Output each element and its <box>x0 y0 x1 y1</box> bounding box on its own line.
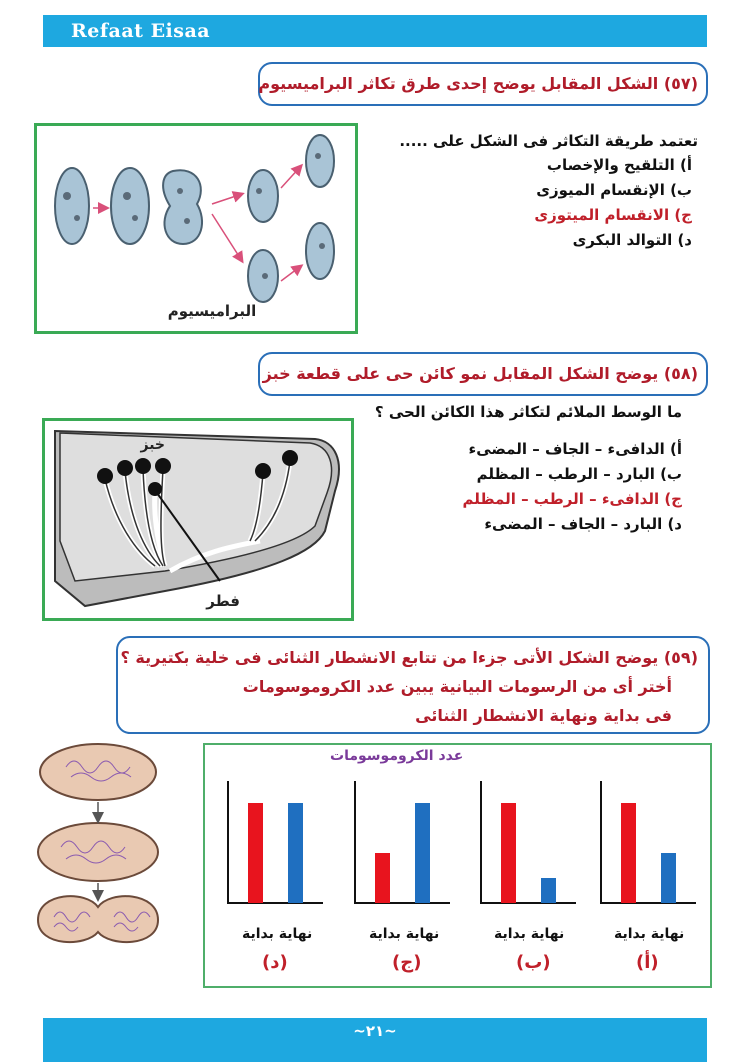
bread-label: خبز <box>140 437 165 453</box>
panel-a-axes <box>601 781 696 903</box>
bread-mold-figure <box>42 418 354 621</box>
panel-b-bar-start <box>501 803 516 903</box>
bread-drawing <box>45 421 351 618</box>
q59-line3: فى بداية ونهاية الانشطار الثنائى <box>415 706 672 725</box>
bacteria-fission-figure <box>26 742 196 947</box>
q57-option-c[interactable]: ج) الانقسام الميتوزى <box>534 206 692 224</box>
panel-a-bar-end <box>661 853 676 903</box>
q59-line2: أختر أى من الرسومات البيانية يبين عدد الكروموسومات <box>242 677 672 696</box>
panel-b-end-label: نهاية <box>530 926 565 942</box>
footer-bar <box>43 1018 707 1062</box>
panel-c-end-label: نهاية <box>405 926 440 942</box>
panel-b-bar-end <box>541 878 556 903</box>
panel-d-bar-start <box>248 803 263 903</box>
paramecium-label: البراميسيوم <box>167 302 257 320</box>
header-bar <box>43 15 707 47</box>
panel-a-labels <box>614 926 684 942</box>
q57-option-b[interactable]: ب) الإنقسام الميوزى <box>536 181 692 199</box>
panel-a-end-label: نهاية <box>650 926 685 942</box>
panel-c-labels <box>369 926 439 942</box>
panel-c-start-label: بداية <box>369 926 401 942</box>
panel-c-bar-start <box>375 853 390 903</box>
fungus-label: فطر <box>206 592 240 610</box>
author-name: Refaat Eisaa <box>71 20 211 42</box>
page-number: ~٢١~ <box>353 1022 397 1040</box>
chromosome-charts <box>203 743 708 923</box>
panel-b-start-label: بداية <box>494 926 526 942</box>
q57-option-d[interactable]: د) التوالد البكرى <box>572 231 692 249</box>
panel-a-bar-start <box>621 803 636 903</box>
panel-d-end-label: نهاية <box>278 926 313 942</box>
chart-title: عدد الكروموسومات <box>330 748 464 764</box>
panel-b-label[interactable]: (ب) <box>516 952 551 973</box>
panel-d-labels <box>242 926 312 942</box>
q57-option-a[interactable]: أ) التلقيح والإخصاب <box>546 156 692 174</box>
panel-a-label[interactable]: (أ) <box>636 952 659 973</box>
q58-option-c[interactable]: ج) الدافىء – الرطب – المظلم <box>462 490 682 508</box>
panel-c-bar-end <box>415 803 430 903</box>
panel-b-axes <box>481 781 576 903</box>
panel-a-start-label: بداية <box>614 926 646 942</box>
q59-line1: (٥٩) يوضح الشكل الأتى جزءا من تتابع الانشطار الثنائى فى خلية بكتيرية ؟ <box>120 648 698 667</box>
q57-title: (٥٧) الشكل المقابل يوضح إحدى طرق تكاثر البراميسيوم <box>258 74 698 93</box>
q57-stem: تعتمد طريقة التكاثر فى الشكل على ..... <box>399 132 698 150</box>
panel-d-bar-end <box>288 803 303 903</box>
paramecium-drawing <box>37 126 355 331</box>
q58-option-d[interactable]: د) البارد – الجاف – المضىء <box>484 515 682 533</box>
panel-d-axes <box>228 781 323 903</box>
panel-c-label[interactable]: (ج) <box>392 952 422 973</box>
paramecium-figure <box>34 123 358 334</box>
q58-option-a[interactable]: أ) الدافىء – الجاف – المضىء <box>468 440 682 458</box>
panel-d-label[interactable]: (د) <box>262 952 288 973</box>
q58-title: (٥٨) يوضح الشكل المقابل نمو كائن حى على قطعة خبز <box>262 364 698 383</box>
panel-b-labels <box>494 926 564 942</box>
panel-c-axes <box>355 781 450 903</box>
panel-d-start-label: بداية <box>242 926 274 942</box>
q58-option-b[interactable]: ب) البارد – الرطب – المظلم <box>476 465 682 483</box>
q58-stem: ما الوسط الملائم لتكاثر هذا الكائن الحى ؟ <box>374 403 682 421</box>
